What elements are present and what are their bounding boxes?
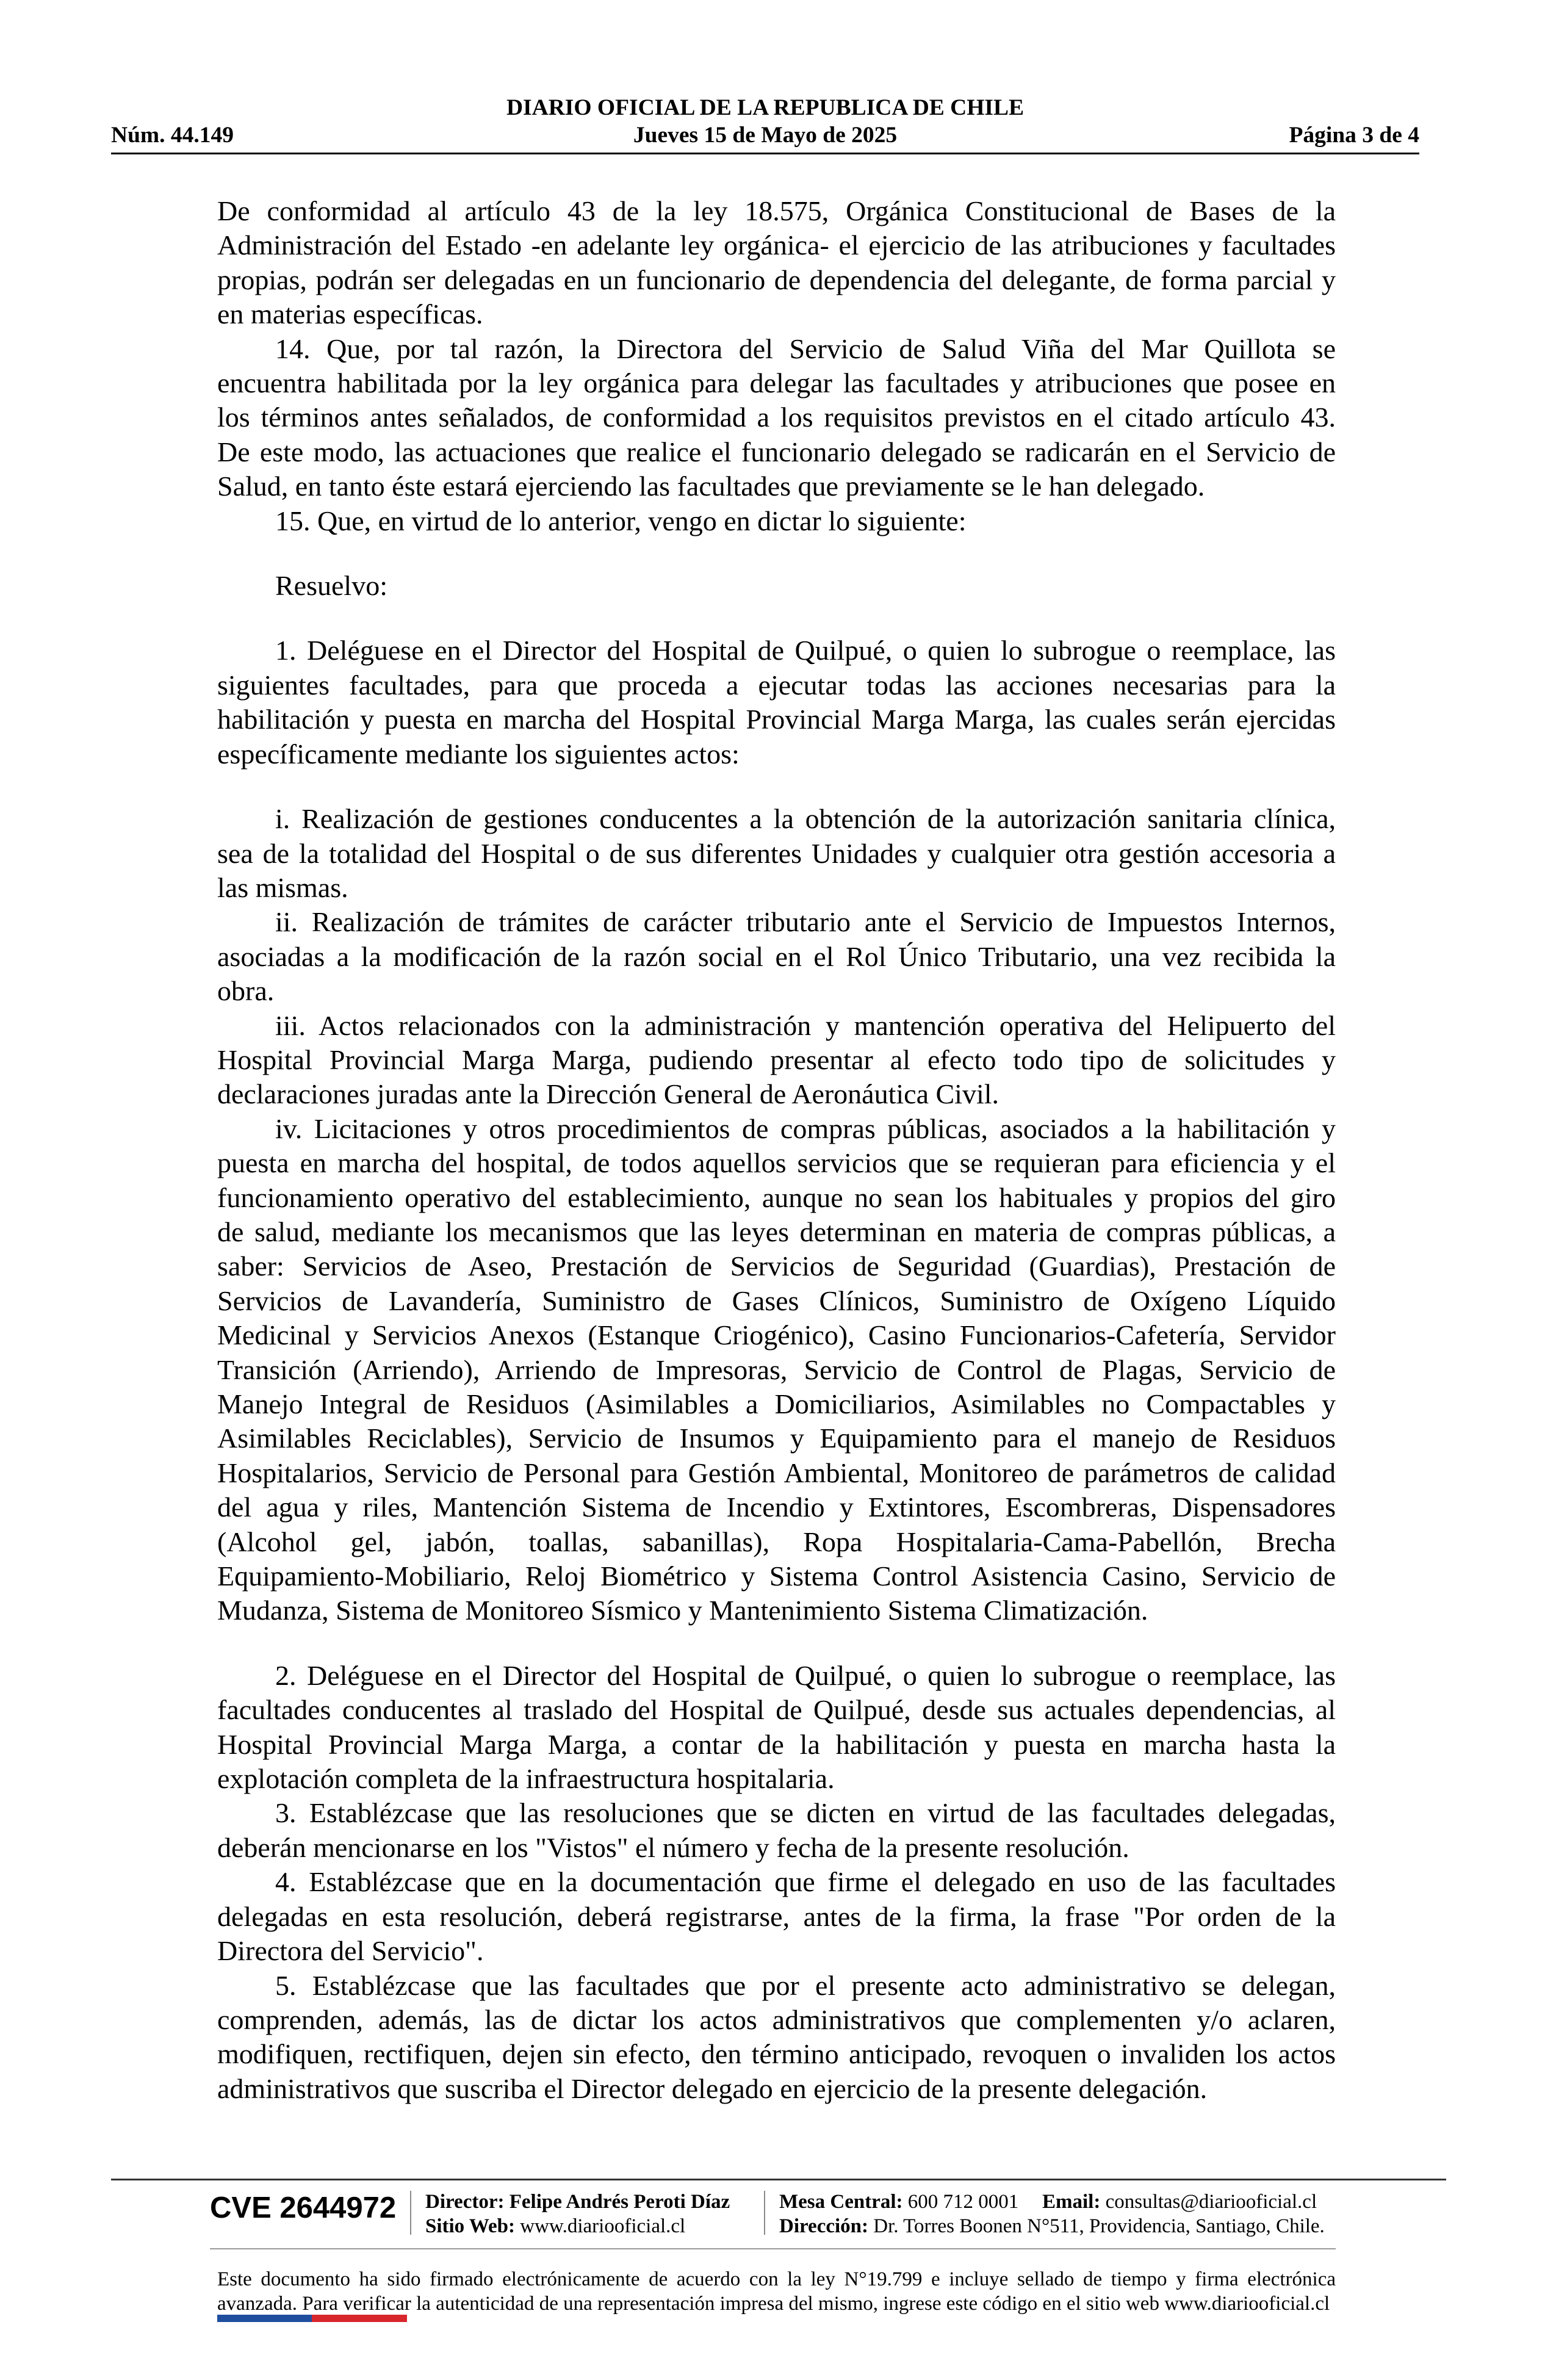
phone-info <box>779 2190 1018 2214</box>
text-line: de salud, mediante los mecanismos que las leyes determinan en materia de compras públicas, a <box>217 1216 1336 1247</box>
phone-value: 600 712 0001 <box>907 2191 1019 2213</box>
text-line: habilitación y puesta en marcha del Hospital Provincial Marga Marga, las cuales serán ejercidas <box>217 704 1336 735</box>
signature-disclaimer <box>217 2267 1336 2316</box>
text-line: 4. Establézcase que en la documentación que firme el delegado en uso de las facultades <box>275 1866 1336 1898</box>
text-line: funcionamiento operativo del establecimiento, aunque no sean los habituales y propios del giro <box>217 1181 1336 1213</box>
phone-label: Mesa Central: <box>779 2191 903 2213</box>
text-line: Servicios de Lavandería, Suministro de Gases Clínicos, Suministro de Oxígeno Líquido <box>217 1285 1336 1316</box>
text-line: modifiquen, rectifiquen, dejen sin efecto, den término anticipado, revoquen o invaliden los actos <box>217 2038 1336 2070</box>
paragraph <box>217 1112 1336 1628</box>
text-line: Equipamiento-Mobiliario, Reloj Biométrico y Sistema Control Asistencia Casino, Servicio de <box>217 1560 1336 1592</box>
text-line: explotación completa de la infraestructura hospitalaria. <box>217 1763 835 1795</box>
footer-separator <box>410 2191 411 2235</box>
text-line: Salud, en tanto éste estará ejerciendo las facultades que previamente se le han delegado. <box>217 471 1205 502</box>
address-label: Dirección: <box>779 2215 869 2237</box>
text-line: administrativos que suscriba el Director delegado en ejercicio de la presente delegación. <box>217 2072 1208 2104</box>
text-line: en materias específicas. <box>217 298 483 330</box>
website-label: Sitio Web: <box>425 2215 516 2237</box>
footer-divider-bottom <box>210 2248 1336 2249</box>
text-line: declaraciones juradas ante la Dirección General de Aeronáutica Civil. <box>217 1078 1000 1110</box>
text-line: Manejo Integral de Residuos (Asimilables a Domiciliarios, Asimilables no Compactables y <box>217 1388 1336 1419</box>
text-line: Transición (Arriendo), Arriendo de Impresoras, Servicio de Control de Plagas, Servicio de <box>217 1354 1336 1385</box>
flag-stripe-blue <box>217 2315 312 2322</box>
text-line: 3. Establézcase que las resoluciones que se dicten en virtud de las facultades delegadas, <box>275 1797 1336 1829</box>
text-line: Administración del Estado -en adelante ley orgánica- el ejercicio de las atribuciones y facultades <box>217 229 1336 261</box>
paragraph <box>217 1865 1336 1968</box>
text-line: deberán mencionarse en los "Vistos" el número y fecha de la presente resolución. <box>217 1831 1129 1863</box>
text-line: encuentra habilitada por la ley orgánica para delegar las facultades y atribuciones que posee en <box>217 367 1336 399</box>
text-line: las mismas. <box>217 871 348 903</box>
text-line: Hospital Provincial Marga Marga, a contar de la habilitación y puesta en marcha hasta la <box>217 1728 1336 1760</box>
director-label: Director: <box>425 2191 505 2213</box>
text-line: del agua y riles, Mantención Sistema de Incendio y Extintores, Escombreras, Dispensadores <box>217 1491 1336 1523</box>
text-line: De conformidad al artículo 43 de la ley 18.575, Orgánica Constitucional de Bases de la <box>217 195 1336 226</box>
flag-stripe-red <box>312 2315 407 2322</box>
text-line: Hospitalarios, Servicio de Personal para Gestión Ambiental, Monitoreo de parámetros de calidad <box>217 1457 1336 1488</box>
paragraph <box>217 504 1336 538</box>
text-line: los términos antes señalados, de conformidad a los requisitos previstos en el citado artículo 43. <box>217 402 1336 433</box>
text-line: asociadas a la modificación de la razón social en el Rol Único Tributario, una vez recibida la <box>217 940 1336 972</box>
text-line: específicamente mediante los siguientes actos: <box>217 738 740 770</box>
text-line: Hospital Provincial Marga Marga, pudiendo presentar al efecto todo tipo de solicitudes y <box>217 1044 1336 1075</box>
paragraph <box>217 802 1336 905</box>
email-info <box>1042 2190 1317 2214</box>
text-line: puesta en marcha del hospital, de todos aquellos servicios que se requieran para eficiencia y el <box>217 1147 1336 1179</box>
footer-divider-top <box>111 2179 1446 2180</box>
text-line: Mudanza, Sistema de Monitoreo Sísmico y Mantenimiento Sistema Climatización. <box>217 1595 1148 1626</box>
text-line: i. Realización de gestiones conducentes a la obtención de la autorización sanitaria clínica, <box>275 803 1336 835</box>
gazette-title: DIARIO OFICIAL DE LA REPUBLICA DE CHILE <box>506 95 1025 120</box>
document-body <box>217 194 1336 2106</box>
director-info <box>425 2190 730 2214</box>
text-line: sea de la totalidad del Hospital o de sus diferentes Unidades y cualquier otra gestión accesoria a <box>217 837 1336 869</box>
text-line: delegadas en esta resolución, deberá registrarse, antes de la firma, la frase "Por orden de la <box>217 1900 1336 1932</box>
director-name: Felipe Andrés Peroti Díaz <box>509 2191 730 2213</box>
paragraph <box>217 633 1336 771</box>
email-label: Email: <box>1042 2191 1101 2213</box>
text-line: Asimilables Reciclables), Servicio de Insumos y Equipamiento para el manejo de Residuos <box>217 1423 1336 1454</box>
text-line: comprenden, además, las de dictar los actos administrativos que complementen y/o aclaren, <box>217 2003 1336 2035</box>
header-row <box>111 121 1419 149</box>
paragraph <box>217 332 1336 504</box>
disclaimer-line: Este documento ha sido firmado electrónicamente de acuerdo con la ley N°19.799 e incluye sellado de tiempo y firma electrónica <box>217 2268 1336 2290</box>
page-number: Página 3 de 4 <box>1289 123 1419 148</box>
paragraph <box>217 905 1336 1008</box>
text-line: iii. Actos relacionados con la administración y mantención operativa del Helipuerto del <box>275 1009 1336 1041</box>
header-divider <box>111 153 1419 154</box>
issue-number: Núm. 44.149 <box>111 123 234 148</box>
email-value: consultas@diariooficial.cl <box>1105 2191 1317 2213</box>
text-line: 1. Deléguese en el Director del Hospital de Quilpué, o quien lo subrogue o reemplace, las <box>275 635 1336 666</box>
text-line: saber: Servicios de Aseo, Prestación de Servicios de Seguridad (Guardias), Prestación de <box>217 1250 1336 1282</box>
text-line: 2. Deléguese en el Director del Hospital de Quilpué, o quien lo subrogue o reemplace, las <box>275 1659 1336 1691</box>
text-line: iv. Licitaciones y otros procedimientos de compras públicas, asociados a la habilitación y <box>275 1112 1336 1144</box>
paragraph <box>217 1969 1336 2107</box>
footer-separator <box>764 2191 765 2235</box>
cve-code: CVE 2644972 <box>210 2191 397 2224</box>
text-line: Medicinal y Servicios Anexos (Estanque Criogénico), Casino Funcionarios-Cafetería, Servidor <box>217 1319 1336 1351</box>
paragraph <box>217 569 1336 603</box>
text-line: facultades conducentes al traslado del Hospital de Quilpué, desde sus actuales dependencias, al <box>217 1694 1336 1726</box>
text-line: 14. Que, por tal razón, la Directora del Servicio de Salud Viña del Mar Quillota se <box>275 333 1336 364</box>
text-line: propias, podrán ser delegadas en un funcionario de dependencia del delegante, de forma parcial y <box>217 264 1336 295</box>
paragraph <box>217 194 1336 332</box>
text-line: Directora del Servicio". <box>217 1935 484 1967</box>
website-value: www.diariooficial.cl <box>520 2215 686 2237</box>
paragraph <box>217 1009 1336 1112</box>
text-line: Resuelvo: <box>275 570 387 602</box>
address-info <box>779 2214 1325 2238</box>
website-info <box>425 2214 685 2238</box>
text-line: siguientes facultades, para que proceda a ejecutar todas las acciones necesarias para la <box>217 669 1336 701</box>
disclaimer-line: avanzada. Para verificar la autenticidad de una representación impresa del mismo, ingrese este código en el sitio web www.diariooficial.cl <box>217 2293 1330 2315</box>
paragraph <box>217 1796 1336 1865</box>
text-line: De este modo, las actuaciones que realice el funcionario delegado se radicarán en el Servicio de <box>217 436 1336 467</box>
text-line: 5. Establézcase que las facultades que por el presente acto administrativo se delegan, <box>275 1969 1336 2001</box>
issue-date: Jueves 15 de Mayo de 2025 <box>633 123 898 148</box>
text-line: 15. Que, en virtud de lo anterior, vengo en dictar lo siguiente: <box>275 505 967 536</box>
text-line: (Alcohol gel, jabón, toallas, sabanillas), Ropa Hospitalaria-Cama-Pabellón, Brecha <box>217 1526 1336 1557</box>
paragraph <box>217 1659 1336 1797</box>
address-value: Dr. Torres Boonen N°511, Providencia, Santiago, Chile. <box>873 2215 1325 2237</box>
text-line: obra. <box>217 975 275 1007</box>
text-line: ii. Realización de trámites de carácter tributario ante el Servicio de Impuestos Internos, <box>275 906 1336 938</box>
